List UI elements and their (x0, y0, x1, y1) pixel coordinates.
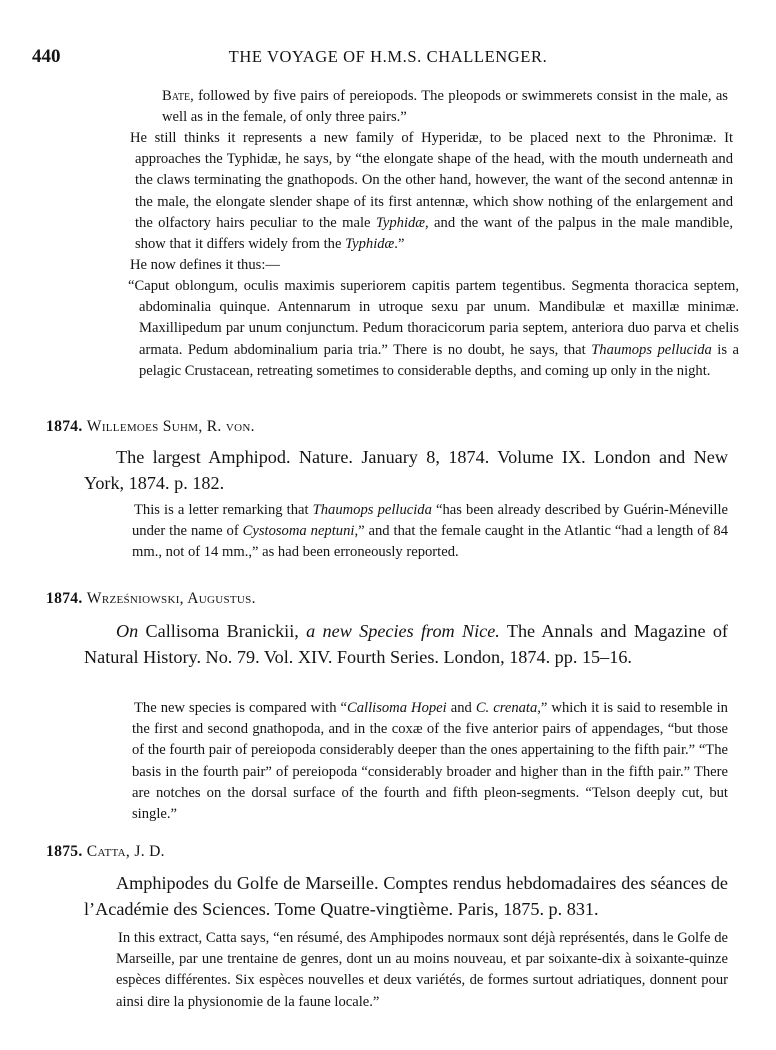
entry-note-willemoes-suhm: This is a letter remarking that Thaumops pellucida “has been already described by Guérin-Méneville under the name of Cystosoma neptuni,” and that the female caught in the Atlantic “had a length of 84 mm., not of 14 mm.,” as had been erroneously reported. (132, 502, 728, 561)
entry-author: Catta, J. D. (86, 843, 165, 860)
entry-author: Willemoes Suhm, R. von. (86, 418, 255, 435)
intro-latin-definition: “Caput oblongum, oculis maximis superiorem capitis partem tegentibus. Segmenta thoracica septem, abdominalia quinque. Antennarum in utroque sexu par unum. Mandibulæ et maxillæ minimæ. Maxillipedum par unum conjunctum. Pedum thoracicorum paria septem, anteriora duo parva et chelis armata. Pedum abdominalium paria tria.” There is no doubt, he says, that Thaumops pellucida is a pelagic Crustacean, retreating sometimes to considerable depths, and coming up only in the night. (128, 278, 739, 379)
entry-year: 1874. (46, 418, 83, 435)
entry-citation-wrzesniowski: On Callisoma Branickii, a new Species from Nice. The Annals and Magazine of Natural History. No. 79. Vol. XIV. Fourth Series. London, 1874. pp. 15–16. (84, 621, 728, 667)
entry-note-catta: In this extract, Catta says, “en résumé, des Amphipodes normaux sont déjà représentés, dans le Golfe de Marseille, par une trentaine de genres, dont un au moins nouveau, et par soixante-dix à soixante-quinze espèces différentes. Six espèces nouvelles et deux variétés, de formes surtout adriatiques, donnent pour ainsi dire la physionomie de la faune locale.” (116, 930, 728, 1010)
page-number: 440 (32, 46, 61, 67)
entry-year: 1875. (46, 843, 83, 860)
entry-heading-catta (46, 843, 165, 861)
entry-author: Wrześniowski, Augustus. (86, 590, 256, 607)
intro-paragraph-defines: He now defines it thus:— (130, 257, 280, 273)
entry-heading-willemoes-suhm (46, 418, 255, 436)
intro-paragraph-continuation: Bate, followed by five pairs of pereiopods. The pleopods or swimmerets consist in the male, as well as in the female, of only three pairs.” (162, 88, 728, 126)
entry-note-wrzesniowski: The new species is compared with “Callisoma Hopei and C. crenata,” which it is said to resemble in the first and second gnathopoda, and in the coxæ of the five anterior pairs of appendages, “but those of the fourth pair of pereiopoda considerably deeper than the ones appertaining to the fifth pair.” “The basis in the fourth pair” of pereiopoda “considerably broader and higher than in the fifth pair.” There are notches on the dorsal surface of the fourth and fifth pleon-segments. “Telson deeply cut, but single.” (132, 700, 728, 823)
intro-paragraph-family: He still thinks it represents a new family of Hyperidæ, to be placed next to the Phronimæ. It approaches the Typhidæ, he says, by “the elongate shape of the head, with the mouth underneath and the claws terminating the gnathopods. On the other hand, however, the want of the second antennæ in the male, the elongate slender shape of its first antennæ, which show nothing of the enlargement and the olfactory hairs peculiar to the male Typhidæ, and the want of the palpus in the male mandible, show that it differs widely from the Typhidæ.” (130, 130, 734, 253)
page-header (32, 46, 744, 70)
entry-citation-willemoes-suhm: The largest Amphipod. Nature. January 8, 1874. Volume IX. London and New York, 1874. p. 182. (84, 447, 728, 493)
entry-citation-catta: Amphipodes du Golfe de Marseille. Comptes rendus hebdomadaires des séances de l’Académie des Sciences. Tome Quatre-vingtième. Paris, 1875. p. 831. (84, 873, 728, 919)
entry-year: 1874. (46, 590, 83, 607)
running-title: THE VOYAGE OF H.M.S. CHALLENGER. (228, 47, 548, 66)
entry-heading-wrzesniowski (46, 590, 256, 608)
